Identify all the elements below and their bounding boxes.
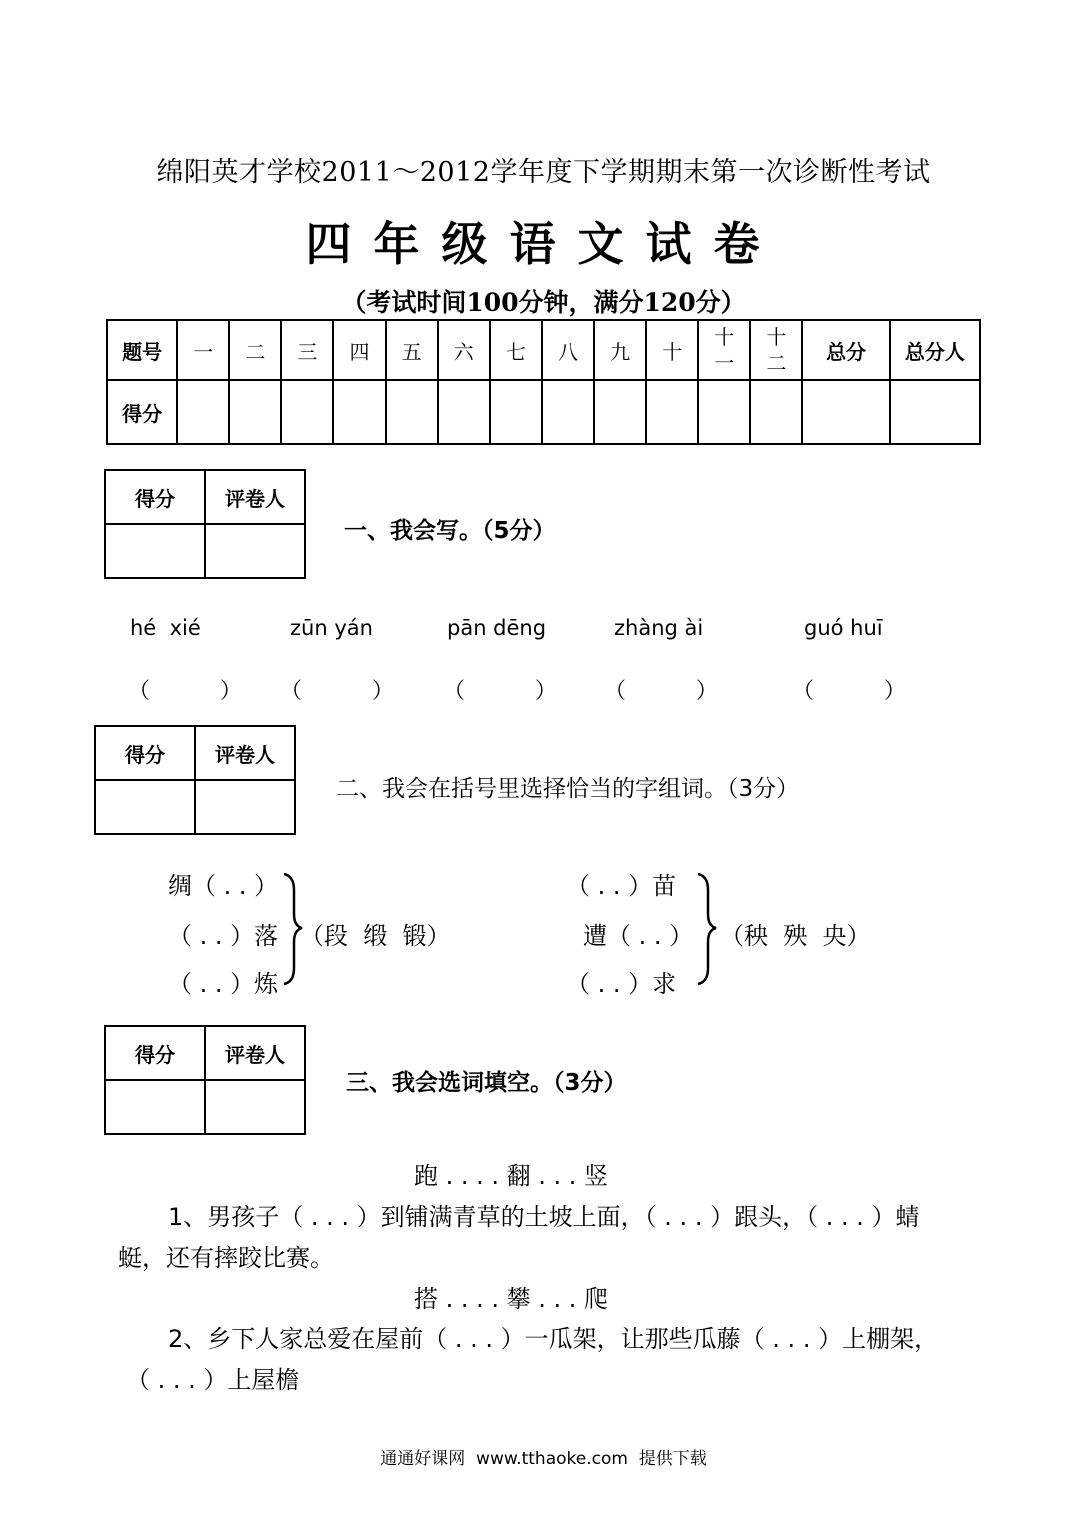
score-table-header-cell: 四 bbox=[333, 320, 385, 380]
answer-blank[interactable]: （ ） bbox=[604, 679, 718, 704]
score-cell[interactable] bbox=[177, 380, 229, 444]
grader-score-cell[interactable] bbox=[105, 1080, 205, 1134]
score-cell[interactable] bbox=[698, 380, 750, 444]
score-table-header-cell bbox=[750, 320, 802, 380]
grader-name-label: 评卷人 bbox=[205, 470, 305, 524]
score-table-header-label: 十一 bbox=[714, 325, 735, 375]
grader-name-label: 评卷人 bbox=[205, 1026, 305, 1080]
score-table-header-cell: 二 bbox=[229, 320, 281, 380]
grader-score-cell[interactable] bbox=[105, 524, 205, 578]
pinyin-item: pān dēng bbox=[447, 616, 547, 640]
answer-blank[interactable]: （ ） bbox=[792, 679, 906, 704]
fill-word-item[interactable]: （ . . ）苗 bbox=[566, 872, 677, 900]
option-set-left: （段 缎 锻） bbox=[300, 922, 451, 950]
score-table-row-label: 得分 bbox=[107, 380, 177, 444]
section3-title: 三、我会选词填空。（3分） bbox=[346, 1070, 627, 1096]
grader-box bbox=[94, 725, 296, 835]
grader-score-label: 得分 bbox=[105, 470, 205, 524]
score-table-header-cell: 五 bbox=[386, 320, 438, 380]
score-cell[interactable] bbox=[386, 380, 438, 444]
score-table-header-cell: 三 bbox=[281, 320, 333, 380]
option-set-right: （秧 殃 央） bbox=[720, 922, 871, 950]
score-cell[interactable] bbox=[890, 380, 980, 444]
score-table-header-cell: 六 bbox=[438, 320, 490, 380]
score-table bbox=[106, 319, 981, 445]
grader-score-label: 得分 bbox=[105, 1026, 205, 1080]
section2-title: 二、我会在括号里选择恰当的字组词。（3分） bbox=[336, 776, 800, 802]
score-cell[interactable] bbox=[333, 380, 385, 444]
exam-header-line: 绵阳英才学校2011～2012学年度下学期期末第一次诊断性考试 bbox=[156, 157, 931, 188]
section1-title: 一、我会写。（5分） bbox=[344, 518, 556, 544]
pinyin-item: hé xié bbox=[130, 616, 201, 640]
fill-word-item[interactable]: （ . . ）炼 bbox=[168, 970, 279, 998]
grader-box bbox=[104, 1025, 306, 1135]
score-cell[interactable] bbox=[750, 380, 802, 444]
exam-subtitle: （考试时间100分钟，满分120分） bbox=[341, 288, 746, 317]
score-table-header-cell: 一 bbox=[177, 320, 229, 380]
word-choices: 搭 . . . . 攀 . . . 爬 bbox=[414, 1285, 609, 1313]
score-table-header-cell: 十 bbox=[646, 320, 698, 380]
fill-word-item[interactable]: （ . . ）求 bbox=[566, 970, 677, 998]
pinyin-item: zūn yán bbox=[290, 616, 373, 640]
score-cell[interactable] bbox=[438, 380, 490, 444]
grader-name-cell[interactable] bbox=[195, 780, 295, 834]
score-table-header-cell: 七 bbox=[490, 320, 542, 380]
score-table-header-cell: 总分 bbox=[802, 320, 889, 380]
question-text: 1、男孩子（ . . . ）到铺满青草的土坡上面，（ . . . ）跟头，（ . . . ）蜻 bbox=[168, 1203, 920, 1231]
grader-score-cell[interactable] bbox=[95, 780, 195, 834]
grader-name-cell[interactable] bbox=[205, 524, 305, 578]
score-table-header-cell bbox=[698, 320, 750, 380]
fill-word-item[interactable]: 遭（ . . ） bbox=[583, 922, 694, 950]
answer-blank[interactable]: （ ） bbox=[443, 679, 557, 704]
grader-name-cell[interactable] bbox=[205, 1080, 305, 1134]
score-table-header-cell: 九 bbox=[594, 320, 646, 380]
score-table-header-cell: 总分人 bbox=[890, 320, 980, 380]
grader-box bbox=[104, 469, 306, 579]
grader-score-label: 得分 bbox=[95, 726, 195, 780]
question-text: 2、乡下人家总爱在屋前（ . . . ）一瓜架，让那些瓜藤（ . . . ）上棚架， bbox=[168, 1325, 939, 1353]
pinyin-item: zhàng ài bbox=[614, 616, 704, 640]
question-text: 蜓，还有摔跤比赛。 bbox=[118, 1244, 334, 1272]
score-cell[interactable] bbox=[490, 380, 542, 444]
footer: 通通好课网 www.tthaoke.com 提供下载 bbox=[380, 1449, 707, 1469]
score-table-header-cell: 八 bbox=[542, 320, 594, 380]
score-cell[interactable] bbox=[229, 380, 281, 444]
score-table-header-cell: 题号 bbox=[107, 320, 177, 380]
score-cell[interactable] bbox=[281, 380, 333, 444]
answer-blank[interactable]: （ ） bbox=[280, 679, 394, 704]
grader-name-label: 评卷人 bbox=[195, 726, 295, 780]
pinyin-item: guó huī bbox=[804, 616, 883, 640]
right-brace-icon bbox=[694, 870, 720, 988]
answer-blank[interactable]: （ ） bbox=[128, 679, 242, 704]
question-text: （ . . . ）上屋檐 bbox=[126, 1366, 300, 1394]
score-cell[interactable] bbox=[802, 380, 889, 444]
score-table-header-label: 十二 bbox=[766, 325, 787, 375]
exam-title: 四年级语文试卷 bbox=[305, 217, 782, 271]
score-cell[interactable] bbox=[646, 380, 698, 444]
word-choices: 跑 . . . . 翻 . . . 竖 bbox=[414, 1162, 609, 1190]
fill-word-item[interactable]: 绸（ . . ） bbox=[168, 872, 279, 900]
score-cell[interactable] bbox=[594, 380, 646, 444]
fill-word-item[interactable]: （ . . ）落 bbox=[168, 922, 279, 950]
score-cell[interactable] bbox=[542, 380, 594, 444]
